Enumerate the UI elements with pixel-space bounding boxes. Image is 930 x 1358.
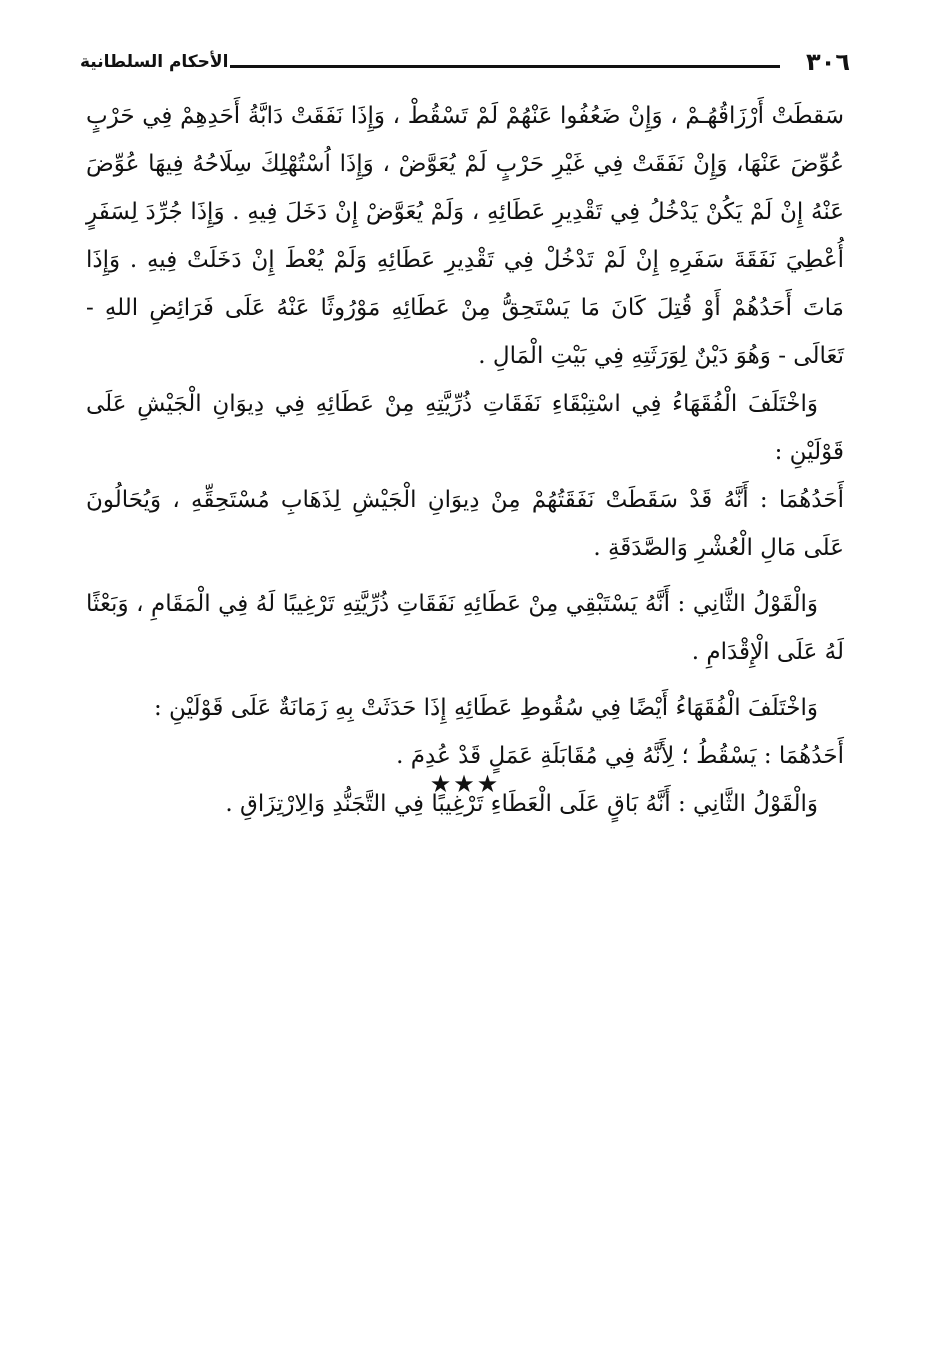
paragraph-3: أَحَدُهُمَا : أَنَّهُ قَدْ سَقَطَتْ نَفَقَتُهُمْ مِنْ دِيوَانِ الْجَيْشِ لِذَهَابِ مُسْتَحِقِّهِ ، وَيُحَالُونَ عَلَى مَالِ الْعُشْرِ وَالصَّدَقَةِ . xyxy=(86,487,844,561)
paragraph-6: أَحَدُهُمَا : يَسْقُطُ ؛ لِأَنَّهُ فِي مُقَابَلَةِ عَمَلٍ قَدْ عُدِمَ . xyxy=(396,743,844,769)
paragraph-5: وَاخْتَلَفَ الْفُقَهَاءُ أَيْضًا فِي سُقُوطِ عَطَائِهِ إِذَا حَدَثَتْ بِهِ زَمَانَةٌ عَلَى قَوْلَيْنِ : xyxy=(154,695,818,721)
body-text xyxy=(86,92,844,828)
paragraph-2: وَاخْتَلَفَ الْفُقَهَاءُ فِي اسْتِبْقَاءِ نَفَقَاتِ ذُرِّيَّتِهِ مِنْ عَطَائِهِ فِي دِيوَانِ الْجَيْشِ عَلَى قَوْلَيْنِ : xyxy=(86,391,844,465)
header-rule xyxy=(230,65,780,68)
paragraph-1: سَقطَتْ أَرْزَاقُهُـمْ ، وَإِنْ ضَعُفُوا عَنْهُمْ لَمْ تَسْقُطْ ، وَإِذَا نَفَقَتْ دَابَّةُ أَحَدِهِمْ فِي حَرْبٍ عُوِّضَ عَنْهَا، وَإِنْ نَفَقَتْ فِي غَيْرِ حَرْبٍ لَمْ يُعَوَّضْ ، وَإِذَا اُسْتُهْلِكَ سِلَاحُهُ فِيهَا عُوِّضَ عَنْهُ إِنْ لَمْ يَكُنْ يَدْخُلُ فِي تَقْدِيرِ عَطَائِهِ ، وَلَمْ يُعَوَّضْ إِنْ دَخَلَ فِيهِ . وَإِذَا جُرِّدَ لِسَفَرٍ أُعْطِيَ نَفَقَةَ سَفَرِهِ إِنْ لَمْ تَدْخُلْ فِي تَقْدِيرِ عَطَائِهِ وَلَمْ يُعْطَ إِنْ دَخَلَتْ فِيهِ . وَإِذَا مَاتَ أَحَدُهُمْ أَوْ قُتِلَ كَانَ مَا يَسْتَحِقُّ مِنْ عَطَائِهِ مَوْرُوثًا عَنْهُ عَلَى فَرَائِضِ اللهِ - تَعَالَى - وَهُوَ دَيْنٌ لِوَرَثَتِهِ فِي بَيْتِ الْمَالِ . xyxy=(86,103,845,369)
paragraph-7: وَالْقَوْلُ الثَّانِي : أَنَّهُ بَاقٍ عَلَى الْعَطَاءِ تَرْغِيبًا فِي التَّجَنُّدِ وَالِارْتِزَاقِ . xyxy=(225,791,818,817)
section-end-ornament: ★★★ xyxy=(429,770,501,798)
page-number: ٣٠٦ xyxy=(806,48,850,76)
paragraph-4: وَالْقَوْلُ الثَّانِي : أَنَّهُ يَسْتَبْقِي مِنْ عَطَائِهِ نَفَقَاتِ ذُرِّيَّتِهِ تَرْغِيبًا لَهُ فِي الْمَقَامِ ، وَبَعْثًا لَهُ عَلَى الْإِقْدَامِ . xyxy=(86,591,844,665)
running-title: الأحكام السلطانية xyxy=(80,52,229,72)
page-header xyxy=(80,46,850,86)
